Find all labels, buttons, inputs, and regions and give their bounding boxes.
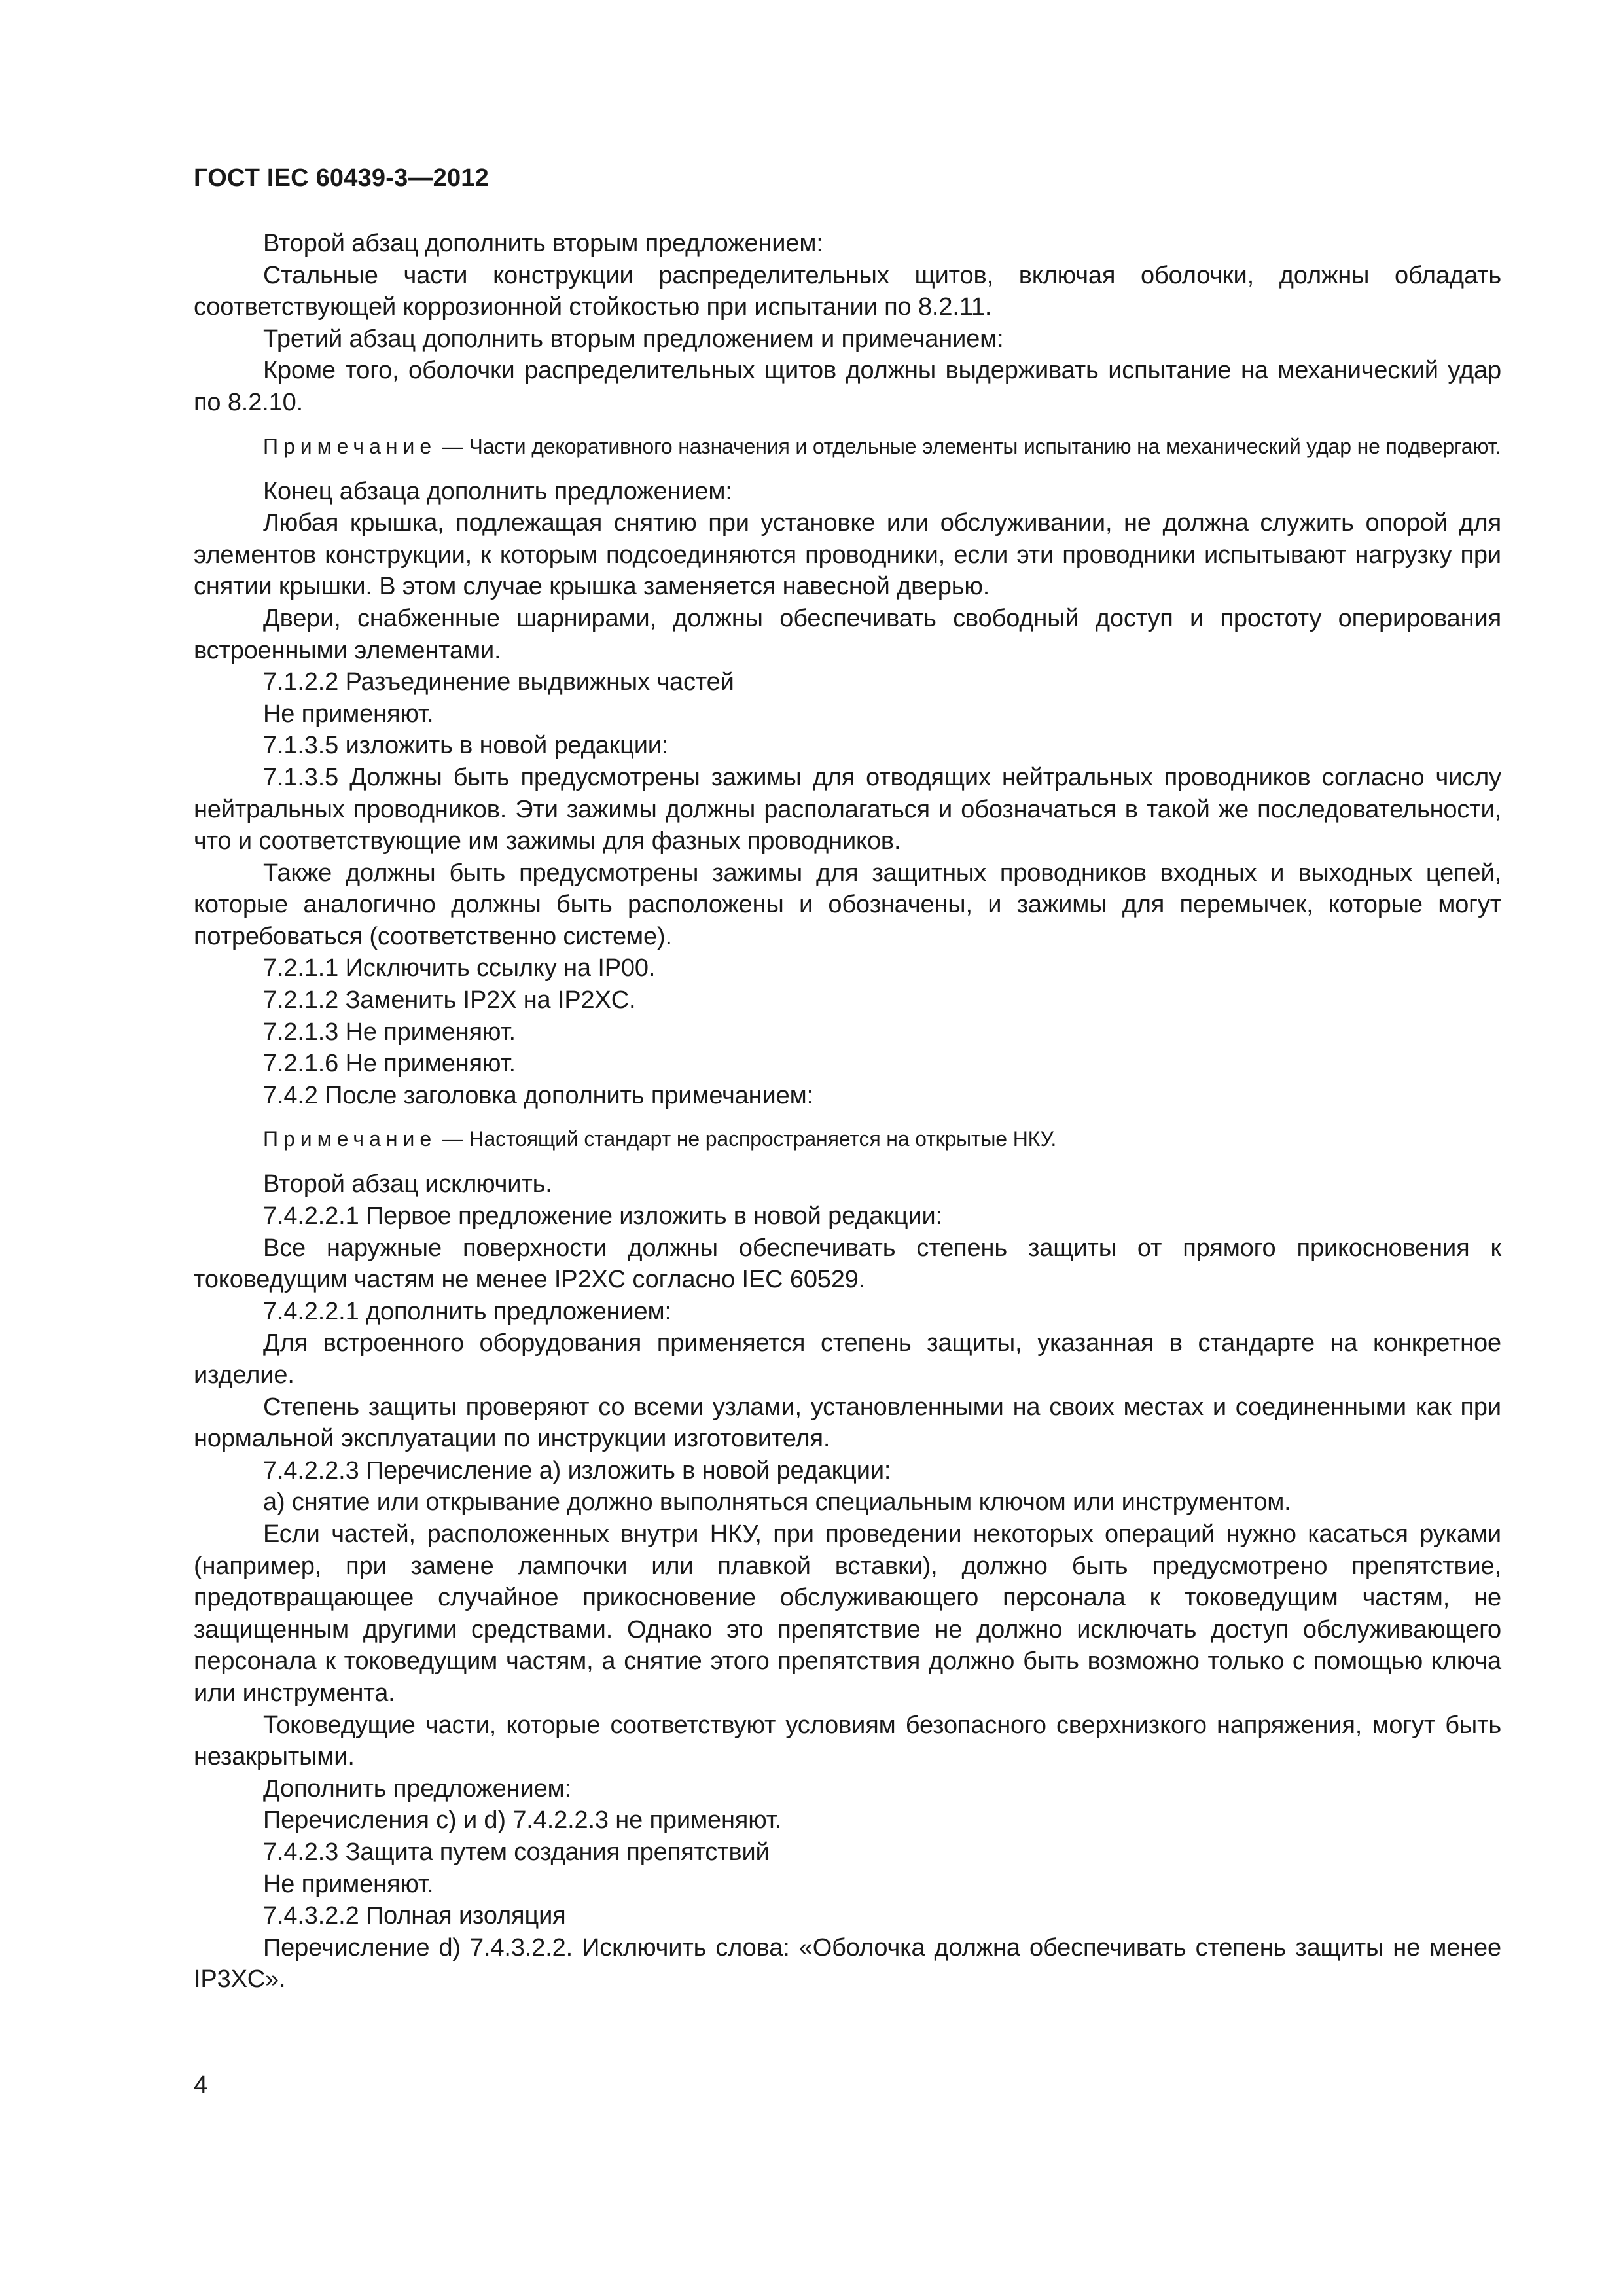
clause-heading: 7.2.1.2 Заменить IP2X на IP2XC. xyxy=(263,986,636,1014)
note-paragraph xyxy=(194,433,1501,460)
paragraph: 7.1.3.5 Должны быть предусмотрены зажимы для отводящих нейтральных проводников согласно числу нейтральных проводников. Эти зажимы должны располагаться и обозначаться в такой же последовательности, что и соответствующие им зажимы для фазных проводников. xyxy=(194,763,1501,855)
list-item: а) снятие или открывание должно выполняться специальным ключом или инструментом. xyxy=(263,1488,1291,1516)
note-label: Примечание xyxy=(263,434,437,458)
paragraph: Также должны быть предусмотрены зажимы для защитных проводников входных и выходных цепей, которые аналогично должны быть расположены и обозначены, и зажимы для перемычек, которые могут потребоваться (соответственно системе). xyxy=(194,859,1501,950)
note-text: — Настоящий стандарт не распространяется на открытые НКУ. xyxy=(437,1127,1057,1151)
paragraph: Второй абзац исключить. xyxy=(263,1170,552,1198)
paragraph: Перечисление d) 7.4.3.2.2. Исключить слова: «Оболочка должна обеспечивать степень защиты не менее IP3XC». xyxy=(194,1933,1501,1994)
paragraph: Не применяют. xyxy=(263,1870,434,1898)
clause-heading: 7.4.2.3 Защита путем создания препятствий xyxy=(263,1838,770,1866)
page-number: 4 xyxy=(194,2072,208,2099)
paragraph: Токоведущие части, которые соответствуют условиям безопасного сверхнизкого напряжения, могут быть незакрытыми. xyxy=(194,1711,1501,1771)
clause-heading: 7.4.2.2.1 дополнить предложением: xyxy=(263,1297,671,1325)
clause-heading: 7.4.2.2.1 Первое предложение изложить в новой редакции: xyxy=(263,1202,942,1230)
clause-heading: 7.4.3.2.2 Полная изоляция xyxy=(263,1902,566,1930)
paragraph: Второй абзац дополнить вторым предложением: xyxy=(263,230,823,257)
paragraph: Для встроенного оборудования применяется степень защиты, указанная в стандарте на конкретное изделие. xyxy=(194,1329,1501,1389)
clause-heading: 7.2.1.1 Исключить ссылку на IP00. xyxy=(263,954,656,982)
paragraph: Если частей, расположенных внутри НКУ, при проведении некоторых операций нужно касаться руками (например, при замене лампочки или плавкой вставки), должно быть предусмотрено препятствие, предотвращающее случайное прикосновение обслуживающего персонала к токоведущим частям, не защищенным другими средствами. Однако это препятствие не должно исключать доступ обслуживающего персонала к токоведущим частям, а снятие этого препятствия должно быть возможно только с помощью ключа или инструмента. xyxy=(194,1520,1501,1707)
clause-heading: 7.4.2.2.3 Перечисление а) изложить в новой редакции: xyxy=(263,1456,891,1484)
paragraph: Стальные части конструкции распределительных щитов, включая оболочки, должны обладать соответствующей коррозионной стойкостью при испытании по 8.2.11. xyxy=(194,261,1501,321)
paragraph: Перечисления с) и d) 7.4.2.2.3 не применяют. xyxy=(263,1806,782,1835)
note-label: Примечание xyxy=(263,1127,437,1151)
standard-code-header: ГОСТ IEC 60439-3—2012 xyxy=(194,164,489,192)
clause-heading: 7.2.1.3 Не применяют. xyxy=(263,1018,516,1046)
paragraph: Любая крышка, подлежащая снятию при установке или обслуживании, не должна служить опорой для элементов конструкции, к которым подсоединяются проводники, если эти проводники испытывают нагрузку при снятии крышки. В этом случае крышка заменяется навесной дверью. xyxy=(194,509,1501,601)
paragraph: Кроме того, оболочки распределительных щитов должны выдерживать испытание на механический удар по 8.2.10. xyxy=(194,357,1501,416)
clause-heading: 7.1.2.2 Разъединение выдвижных частей xyxy=(263,668,734,696)
clause-heading: 7.2.1.6 Не применяют. xyxy=(263,1050,516,1078)
paragraph: Степень защиты проверяют со всеми узлами, установленными на своих местах и соединенными как при нормальной эксплуатации по инструкции изготовителя. xyxy=(194,1393,1501,1453)
paragraph: Конец абзаца дополнить предложением: xyxy=(263,477,732,505)
note-text: — Части декоративного назначения и отдельные элементы испытанию на механический удар не подвергают. xyxy=(437,434,1501,458)
paragraph: Дополнить предложением: xyxy=(263,1774,571,1803)
document-body xyxy=(194,228,1501,1996)
paragraph: Не применяют. xyxy=(263,700,434,728)
clause-heading: 7.4.2 После заголовка дополнить примечанием: xyxy=(263,1081,813,1109)
paragraph: Все наружные поверхности должны обеспечивать степень защиты от прямого прикосновения к токоведущим частям не менее IP2XC согласно IEC 60529. xyxy=(194,1234,1501,1294)
paragraph: Двери, снабженные шарнирами, должны обеспечивать свободный доступ и простоту оперирования встроенными элементами. xyxy=(194,604,1501,664)
paragraph: Третий абзац дополнить вторым предложением и примечанием: xyxy=(263,325,1004,353)
note-paragraph xyxy=(194,1126,1501,1153)
clause-heading: 7.1.3.5 изложить в новой редакции: xyxy=(263,732,669,760)
